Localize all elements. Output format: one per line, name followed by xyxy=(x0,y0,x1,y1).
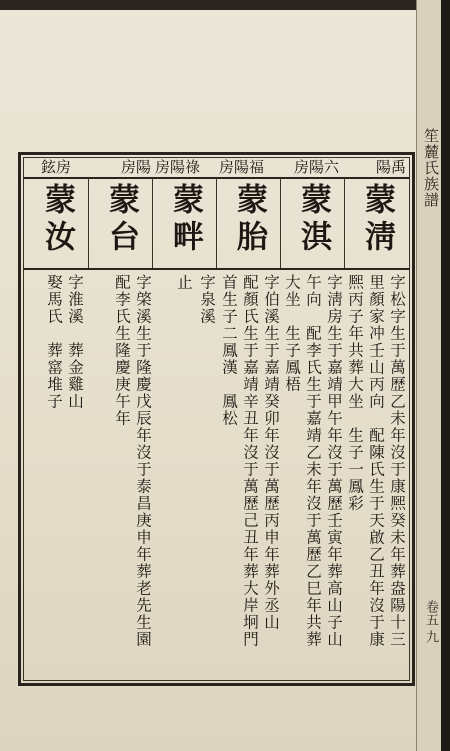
header-item: 房陽 xyxy=(121,158,152,176)
person-name: 蒙淸 xyxy=(359,183,395,257)
lineage-header xyxy=(23,158,410,177)
right-edge xyxy=(441,0,450,751)
bio-column: 止 xyxy=(175,274,193,291)
spine-page-number: 卷五 九 xyxy=(423,600,438,644)
bio-column: 配顏氏生于嘉靖辛丑年沒于萬歷己丑年葬大岸坰門 xyxy=(241,274,259,648)
header-item: 陽禹 xyxy=(376,158,407,176)
header-item: 房陽祿 xyxy=(155,158,201,176)
person-name: 蒙淇 xyxy=(295,183,331,257)
bio-column: 里顏家冲壬山丙向 配陳氏生于天啟乙丑年沒于康 xyxy=(367,274,385,648)
person-name: 蒙畔 xyxy=(167,183,203,257)
bio-column: 字棨溪生于隆慶戊辰年沒于泰昌庚申年葬老先生園 xyxy=(134,274,152,648)
name-divider xyxy=(344,178,345,268)
name-divider xyxy=(216,178,217,268)
name-divider xyxy=(152,178,153,268)
bio-column: 字淮溪 葬金雞山 xyxy=(66,274,84,410)
bio-column: 字淸房生于嘉靖甲午年沒于萬歷壬寅年葬高山子山 xyxy=(325,274,343,648)
bio-column: 字伯溪生于嘉靖癸卯年沒于萬歷丙申年葬外丞山 xyxy=(262,274,280,631)
person-name: 蒙胎 xyxy=(231,183,267,257)
bio-column: 娶馬氏 葬窰堆子 xyxy=(45,274,63,410)
bio-column: 午向 配李氏生于嘉靖乙未年沒于萬歷乙巳年共葬 xyxy=(304,274,322,648)
spine-title: 笙麓氏族譜 xyxy=(422,128,440,208)
top-edge xyxy=(0,0,450,10)
header-item: 鉉房 xyxy=(41,158,72,176)
header-item: 房陽福 xyxy=(219,158,265,176)
bio-column: 字泉溪 xyxy=(198,274,216,325)
person-name: 蒙汝 xyxy=(39,183,75,257)
name-divider xyxy=(88,178,89,268)
bio-column: 配李氏生隆慶庚午年 xyxy=(113,274,131,427)
bio-column: 熈丙子年共葬大坐 生子一鳳彩 xyxy=(346,274,364,512)
person-name: 蒙台 xyxy=(103,183,139,257)
header-item: 房陽六 xyxy=(294,158,340,176)
book-spine-margin xyxy=(416,0,441,751)
bio-column: 大坐 生子鳳梧 xyxy=(283,274,301,393)
bio-column: 字松字生于萬歷乙未年沒于康熈癸未年葬盎陽十三 xyxy=(388,274,406,648)
bio-column: 首生子二鳳漢 鳳松 xyxy=(220,274,238,427)
name-divider xyxy=(280,178,281,268)
names-rule xyxy=(23,268,410,270)
